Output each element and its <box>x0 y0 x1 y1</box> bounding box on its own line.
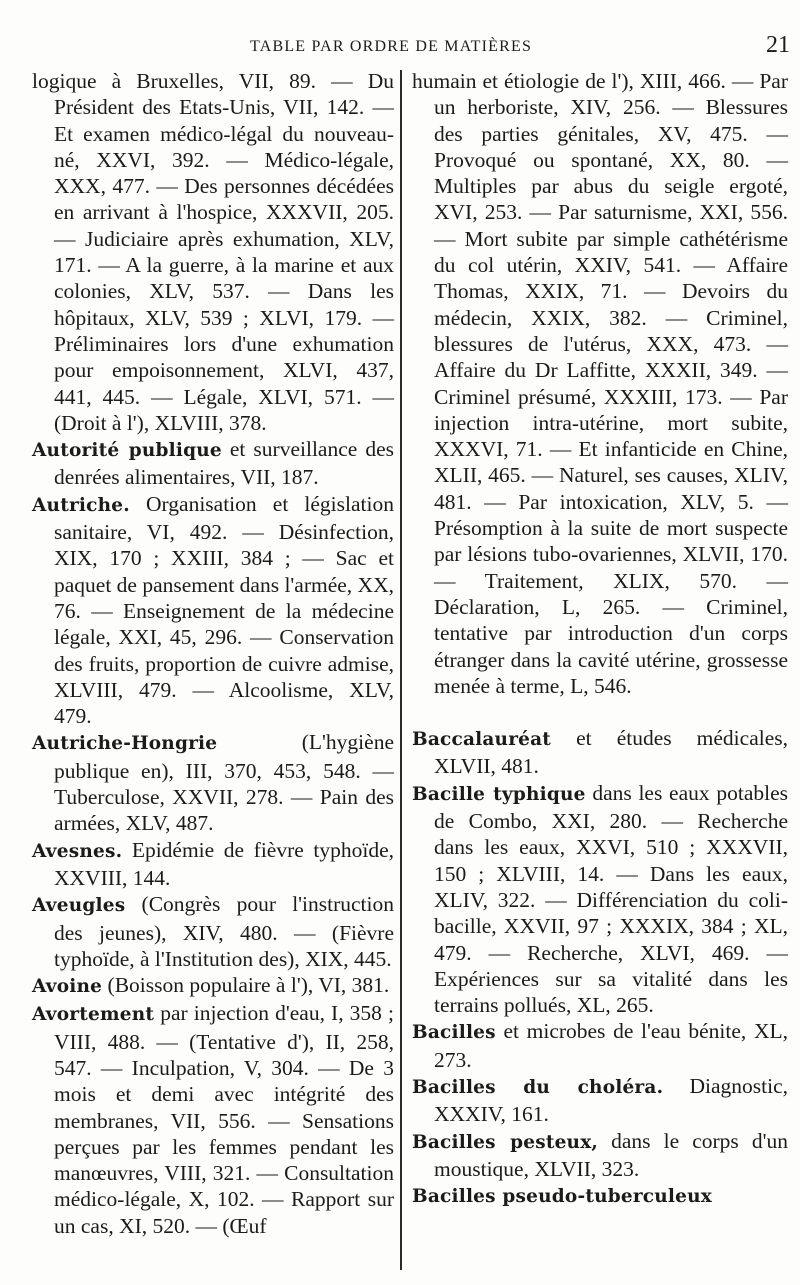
entry-headword: Bacilles <box>412 1022 496 1044</box>
entry-text: (L'hygiène publique en), III, 370, 453, 548. — Tuberculose, XXVII, 278. — Pain des armées, XLV, 487. <box>54 730 394 836</box>
index-entry-continuation <box>412 68 788 699</box>
entry-headword: Bacilles du choléra. <box>412 1076 664 1098</box>
entry-text: (Congrès pour l'instruction des jeunes), XIV, 480. — (Fièvre typhoïde, à l'Institution des), XIX, 445. <box>54 892 395 971</box>
left-column <box>32 68 394 1239</box>
index-entry <box>412 1128 788 1183</box>
index-entry <box>32 729 394 836</box>
running-title: TABLE PAR ORDRE DE MATIÈRES <box>250 38 533 55</box>
entry-headword: Baccalauréat <box>412 729 552 751</box>
index-entry <box>32 1000 394 1239</box>
entry-text: (Boisson populaire à l'), VI, 381. <box>107 973 390 998</box>
entry-text: dans le corps d'un moustique, XLVII, 323. <box>434 1128 788 1181</box>
entry-text: logique à Bruxelles, VII, 89. — Du Président des Etats-Unis, VII, 142. — Et examen médico-légal du nouveau-né, XXVI, 392. — Médico-légale, XXX, 477. — Des personnes décédées en arrivant à l'hospice, XXXVII, 205. — Judiciaire après exhumation, XLV, 171. — A la guerre, à la marine et aux colonies, XLV, 537. — Dans les hôpitaux, XLV, 539 ; XLVI, 179. — Préliminaires lors d'une exhumation pour empoisonnement, XLVI, 437, 441, 445. — Légale, XLVI, 571. — (Droit à l'), XLVIII, 378. <box>32 69 394 435</box>
index-entry-continuation <box>32 68 394 436</box>
index-entry <box>412 725 788 780</box>
index-entry <box>412 780 788 1019</box>
entry-text: Diagnostic, XXXIV, 161. <box>434 1073 789 1127</box>
entry-text: et surveillance des denrées alimentaires, VII, 187. <box>54 437 395 490</box>
index-entry <box>32 891 394 972</box>
entry-headword: Autriche. <box>32 494 130 516</box>
index-entry <box>32 837 394 892</box>
page-header <box>0 30 800 60</box>
right-column <box>412 68 788 1210</box>
index-entry <box>412 1182 788 1210</box>
index-entry <box>32 972 394 1000</box>
entry-headword: Aveugles <box>32 895 126 917</box>
index-entry <box>32 491 394 730</box>
entry-text: dans les eaux potables de Combo, XXI, 280. — Recherche dans les eaux, XXVI, 510 ; XXXVII, 150 ; XLVIII, 14. — Dans les eaux, XLIV, 322. — Différenciation du coli-bacille, XXVII, 97 ; XXXIX, 384 ; XL, 479. — Recherche, XLVI, 469. — Expériences sur sa vitalité dans les terrains pollués, XL, 265. <box>434 780 788 1018</box>
page-number: 21 <box>766 32 790 58</box>
entry-headword: Bacilles pseudo-tuberculeux <box>412 1186 712 1208</box>
column-divider <box>400 70 402 1270</box>
entry-text: et microbes de l'eau bénite, XL, 273. <box>434 1019 788 1072</box>
index-entry <box>412 1073 788 1128</box>
entry-headword: Autriche-Hongrie <box>32 733 218 755</box>
entry-headword: Avortement <box>32 1004 155 1026</box>
entry-headword: Bacilles pesteux, <box>412 1131 599 1153</box>
entry-text: humain et étiologie de l'), XIII, 466. — Par un herboriste, XIV, 256. — Blessures des parties génitales, XV, 475. — Provoqué ou spontané, XX, 80. — Multiples par abus du seigle ergoté, XVI, 253. — Par saturnisme, XXI, 556. — Mort subite par simple cathétérisme du col utérin, XXIV, 541. — Affaire Thomas, XXIX, 71. — Devoirs du médecin, XXIX, 382. — Criminel, blessures de l'utérus, XXX, 473. — Affaire du Dr Laffitte, XXXII, 349. — Criminel présumé, XXXIII, 173. — Par injection intra-utérine, mort subite, XXXVI, 71. — Et infanticide en Chine, XLII, 465. — Naturel, ses causes, XLIV, 481. — Par intoxication, XLV, 5. — Présomption à la suite de mort suspecte par lésions tubo-ovariennes, XLVII, 170. — Traitement, XLIX, 570. — Déclaration, L, 265. — Criminel, tentative par introduction d'un corps étranger dans la cavité utérine, grossesse menée à terme, L, 546. <box>412 69 788 698</box>
index-entry <box>32 436 394 491</box>
entry-text: Epidémie de fièvre typhoïde, XXVIII, 144. <box>54 837 394 890</box>
entry-headword: Bacille typhique <box>412 783 586 805</box>
index-entry <box>412 1018 788 1073</box>
entry-text: et études médicales, XLVII, 481. <box>434 726 789 779</box>
entry-text: par injection d'eau, I, 358 ; VIII, 488. — (Tentative d'), II, 258, 547. — Inculpation, V, 304. — De 3 mois et demi avec intégrité des membranes, VII, 556. — Sensations perçues par les femmes pendant les manœuvres, VIII, 321. — Consultation médico-légale, X, 102. — Rapport sur un cas, XI, 520. — (Œuf <box>54 1001 395 1238</box>
entry-headword: Avoine <box>32 976 103 998</box>
section-gap <box>412 699 788 725</box>
entry-text: Organisation et législation sanitaire, VI, 492. — Désinfection, XIX, 170 ; XXIII, 384 ; — Sac et paquet de pansement dans l'armée, XX, 76. — Enseignement de la médecine légale, XXI, 45, 296. — Conservation des fruits, proportion de cuivre admise, XLVIII, 479. — Alcoolisme, XLV, 479. <box>54 491 394 729</box>
entry-headword: Autorité publique <box>32 440 222 462</box>
entry-headword: Avesnes. <box>32 840 123 862</box>
